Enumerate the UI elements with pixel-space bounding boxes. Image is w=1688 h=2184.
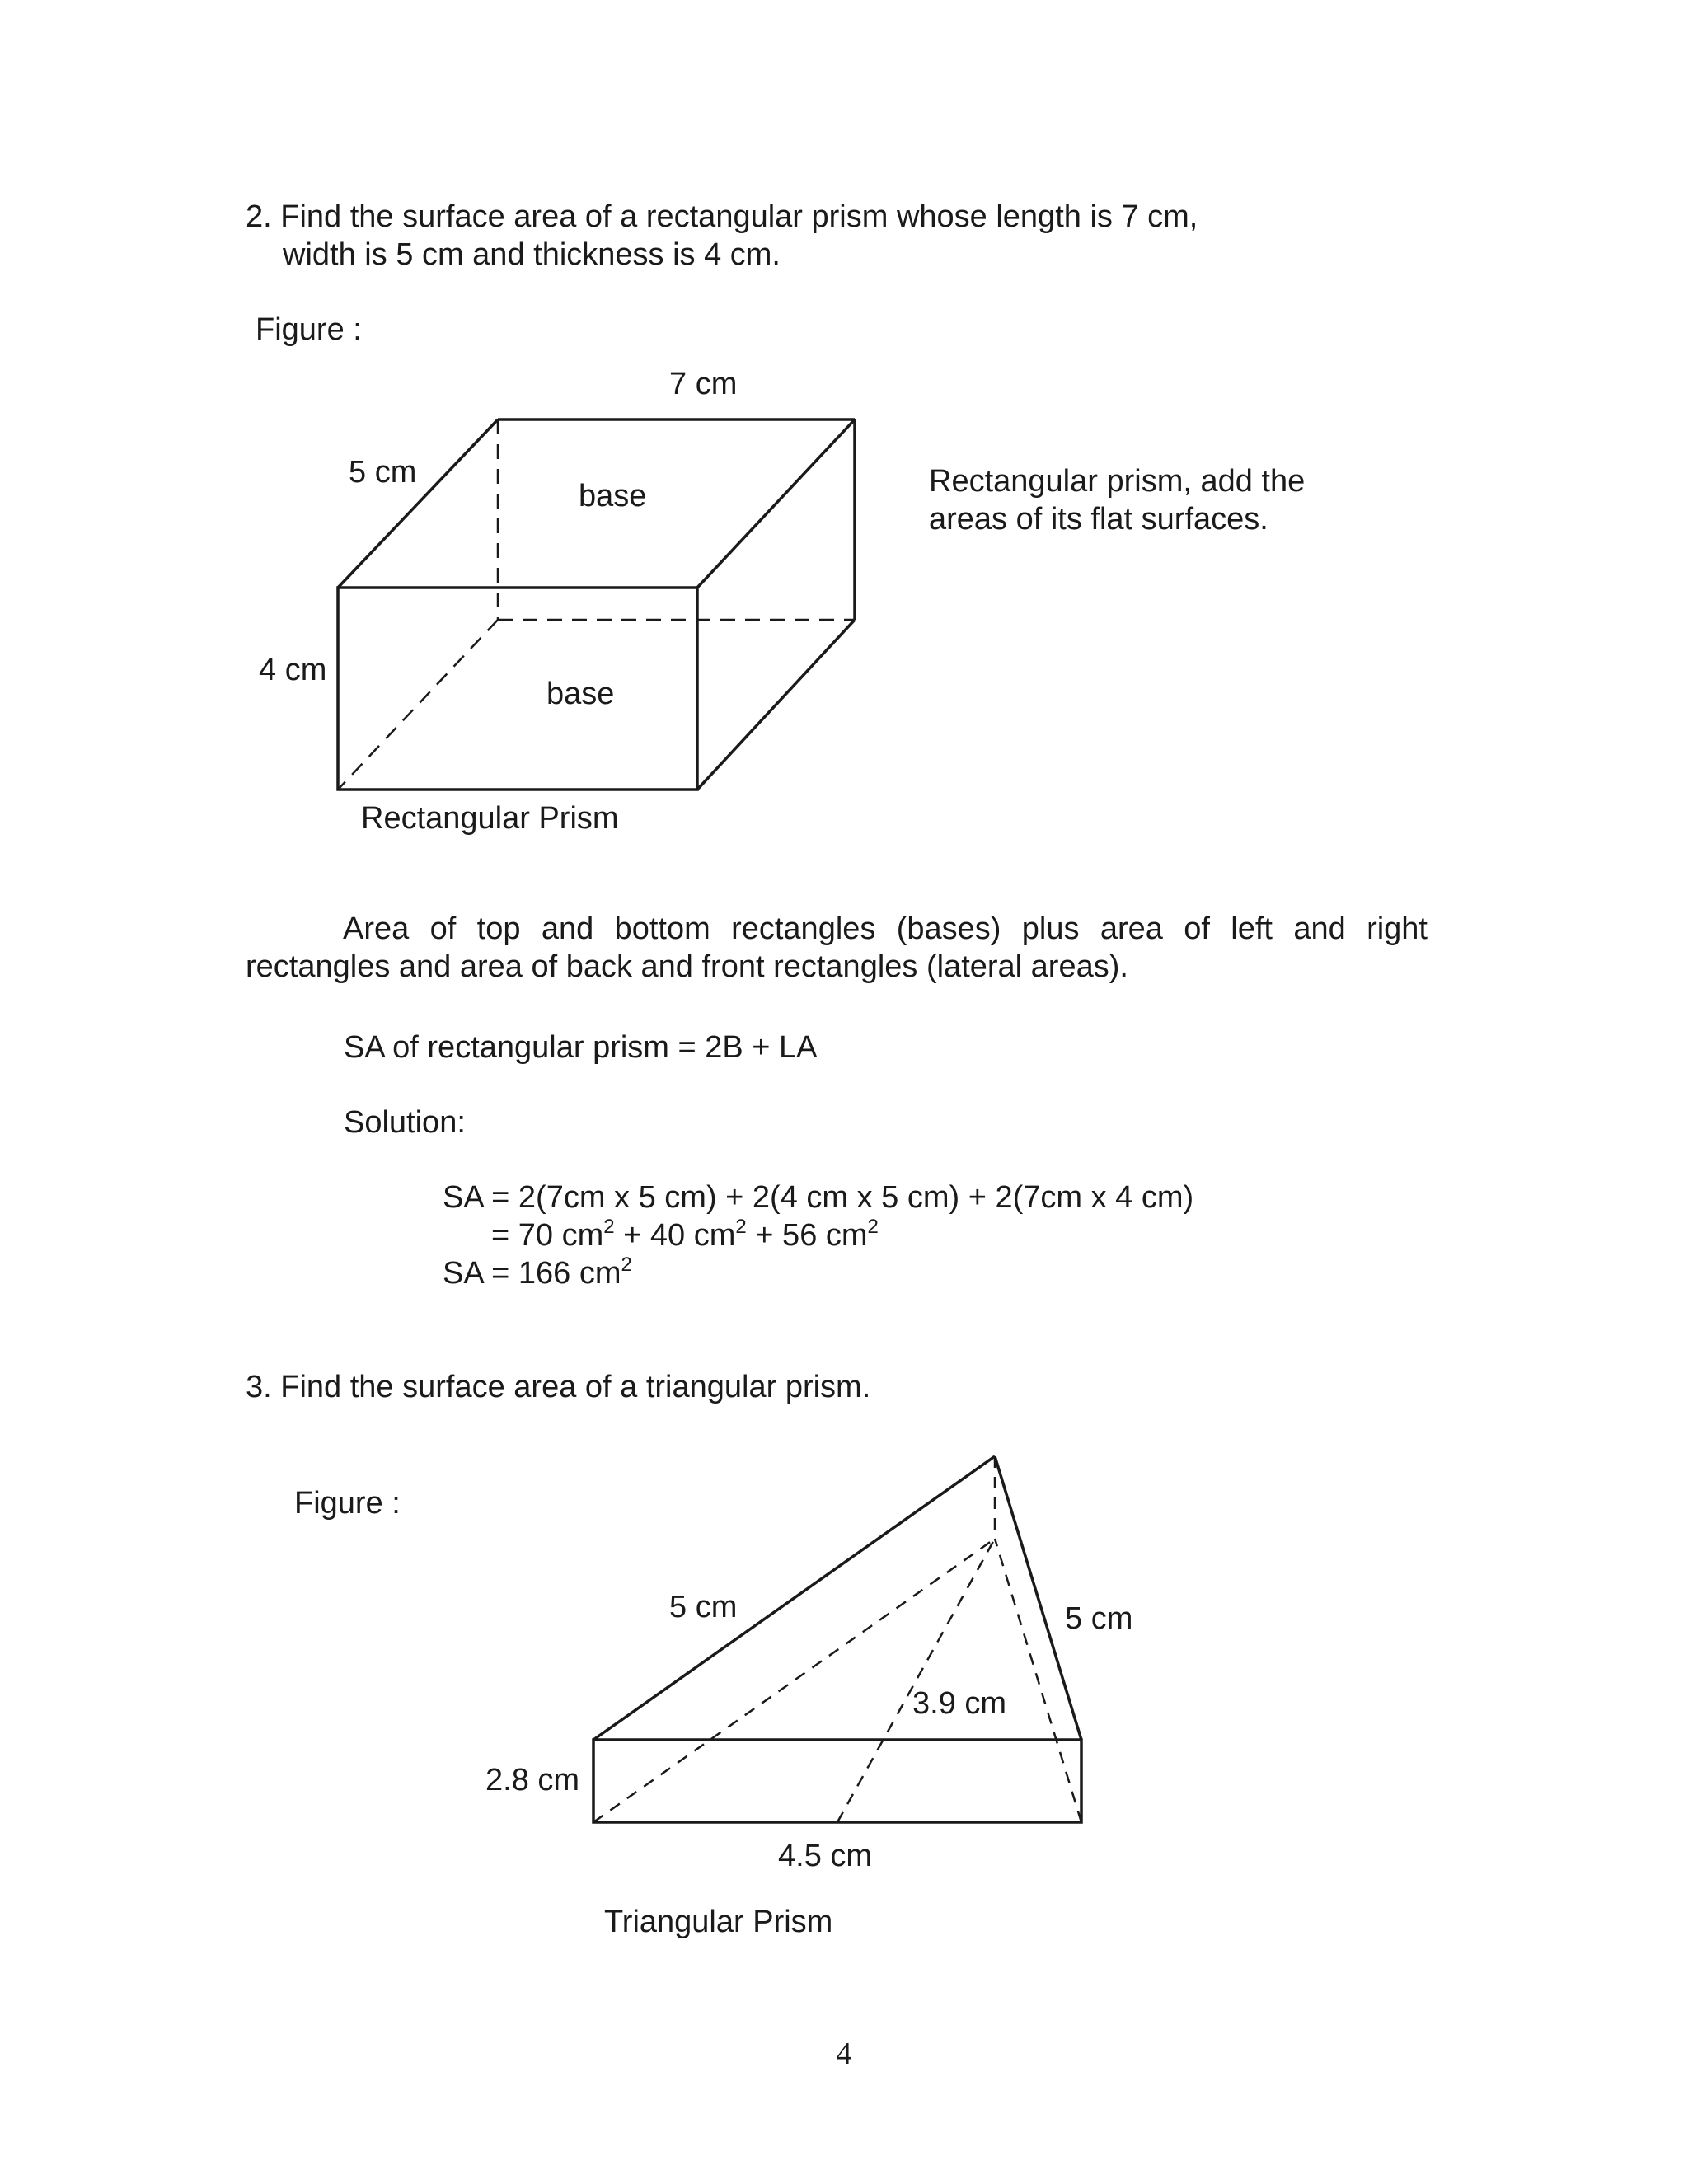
tri-prism-right-slant-edge xyxy=(995,1456,1081,1740)
solution-step-1: SA = 2(7cm x 5 cm) + 2(4 cm x 5 cm) + 2(7cm x 4 cm) xyxy=(443,1180,1194,1215)
prism-front-face xyxy=(338,588,697,790)
solution-label: Solution: xyxy=(344,1105,466,1140)
prism-note-line-1: Rectangular prism, add the xyxy=(929,464,1306,499)
solution-step-3 xyxy=(443,1254,632,1292)
tri-prism-thickness-label: 2.8 cm xyxy=(485,1763,580,1797)
triangular-prism-figure xyxy=(593,1456,1081,1822)
prism-top-left-edge xyxy=(338,419,498,588)
explanation-paragraph xyxy=(246,910,1428,986)
prism-top-base-label: base xyxy=(579,479,647,513)
problem-2-statement-line-2: width is 5 cm and thickness is 4 cm. xyxy=(283,237,781,272)
solution-step-2 xyxy=(491,1216,879,1254)
tri-prism-front-face xyxy=(593,1740,1081,1822)
prism-note-line-2: areas of its flat surfaces. xyxy=(929,502,1268,537)
problem-2-figure-label: Figure : xyxy=(256,312,362,347)
problem-3-figure-label: Figure : xyxy=(294,1486,401,1521)
step2-exponent-3: 2 xyxy=(867,1216,879,1238)
page-number: 4 xyxy=(836,2036,852,2071)
step2-term-1: = 70 cm xyxy=(491,1218,604,1253)
prism-thickness-label: 4 cm xyxy=(259,653,327,687)
tri-prism-right-slant-label: 5 cm xyxy=(1065,1601,1133,1636)
step2-exponent-2: 2 xyxy=(735,1216,747,1238)
step2-exponent-1: 2 xyxy=(603,1216,615,1238)
tri-prism-left-slant-label: 5 cm xyxy=(669,1590,738,1624)
surface-area-formula: SA of rectangular prism = 2B + LA xyxy=(344,1030,818,1065)
problem-3-statement: 3. Find the surface area of a triangular prism. xyxy=(246,1370,871,1404)
prism-length-label: 7 cm xyxy=(669,367,738,401)
problem-2-statement-line-1: 2. Find the surface area of a rectangular prism whose length is 7 cm, xyxy=(246,199,1198,234)
prism-caption: Rectangular Prism xyxy=(361,801,619,836)
prism-hidden-bottom-left-edge xyxy=(338,620,498,790)
step2-term-2: + 40 cm xyxy=(614,1218,736,1253)
prism-top-right-edge xyxy=(697,419,855,588)
prism-bottom-base-label: base xyxy=(546,677,615,711)
explanation-text: Area of top and bottom rectangles (bases) plus area of left and right rectangles and area of back and front rectangles (lateral areas). xyxy=(246,912,1428,984)
step3-result: SA = 166 cm xyxy=(443,1256,621,1291)
step3-exponent: 2 xyxy=(621,1254,632,1276)
step2-term-3: + 56 cm xyxy=(746,1218,868,1253)
tri-prism-hidden-right-edge xyxy=(995,1539,1081,1822)
tri-prism-height-line xyxy=(837,1539,995,1822)
prism-width-label: 5 cm xyxy=(349,455,417,490)
prism-bottom-right-edge xyxy=(697,620,855,790)
tri-prism-base-label: 4.5 cm xyxy=(778,1839,873,1873)
tri-prism-caption: Triangular Prism xyxy=(604,1905,833,1939)
tri-prism-height-label: 3.9 cm xyxy=(912,1686,1007,1721)
tri-prism-hidden-left-edge xyxy=(593,1539,995,1822)
